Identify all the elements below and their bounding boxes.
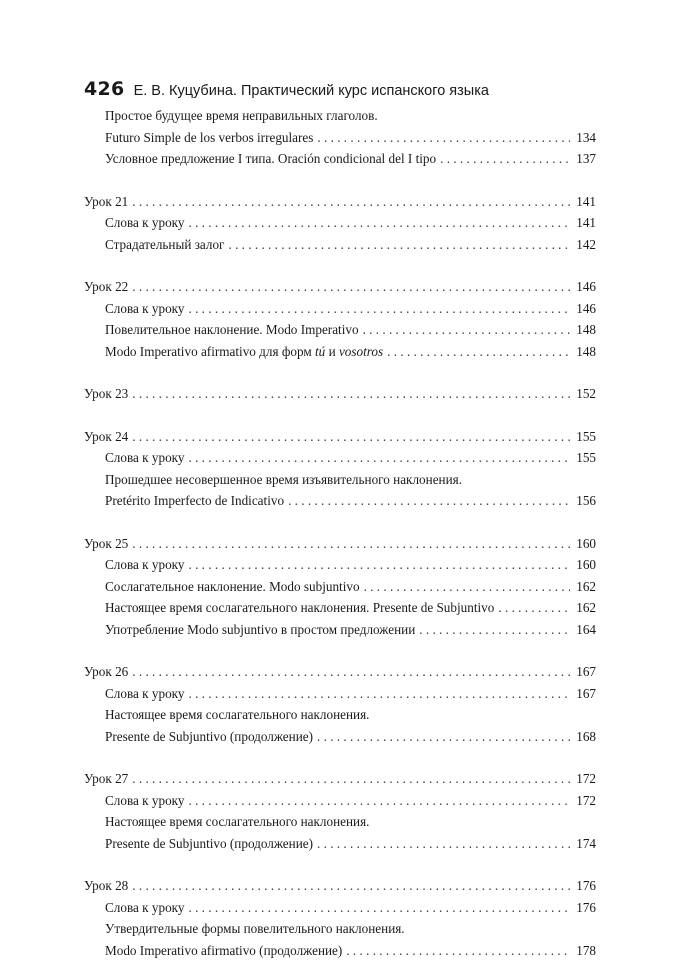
toc-page-number: 152: [576, 386, 596, 401]
toc-subentry: [84, 836, 596, 858]
running-header: [84, 78, 489, 104]
dot-leader: [132, 664, 570, 680]
dot-leader: [132, 279, 570, 295]
toc-subentry: [84, 729, 596, 751]
toc-subentry: [84, 493, 596, 515]
toc-page-number: 148: [576, 343, 596, 359]
toc-page-number: 168: [576, 728, 596, 744]
toc-entry-title: Pretérito Imperfecto de Indicativo: [105, 493, 285, 508]
dot-leader: [188, 557, 570, 573]
toc-page-number: 146: [576, 279, 596, 294]
toc-subentry: [84, 472, 596, 494]
toc-subentry: [84, 900, 596, 922]
toc-page-number: 155: [576, 450, 596, 465]
toc-page-number: 178: [576, 942, 596, 958]
toc-page-number: 176: [576, 899, 596, 915]
toc-page-number: 146: [576, 300, 596, 316]
dot-leader: [188, 900, 570, 916]
toc-entry-title: Слова к уроку: [105, 300, 185, 316]
toc-entry-title: Утвердительные формы повелительного наклонения.: [105, 921, 405, 936]
dot-leader: [188, 686, 570, 702]
toc-lesson-entry: [84, 664, 596, 686]
toc-lesson-entry: [84, 386, 596, 408]
dot-leader: [188, 450, 570, 466]
dot-leader: [317, 836, 570, 852]
dot-leader: [364, 579, 570, 595]
toc-page-number: 174: [576, 835, 596, 851]
toc-page-number: 142: [576, 236, 596, 252]
toc-subentry: [84, 943, 596, 965]
toc-entry-title: Употребление Modo subjuntivo в простом предложении: [105, 621, 416, 637]
dot-leader: [132, 429, 570, 445]
toc-lesson-entry: [84, 536, 596, 558]
toc-entry-title: Условное предложение I типа. Oración condicional del I tipo: [105, 151, 437, 166]
toc-page-number: 160: [576, 557, 596, 572]
toc-entry-title: Урок 26: [84, 664, 129, 679]
toc-subentry: [84, 344, 596, 366]
toc-page-number: 162: [576, 578, 596, 594]
toc-subentry: [84, 130, 596, 152]
toc-entry-title: Страдательный залог: [105, 236, 225, 252]
page-number: 426: [84, 78, 125, 100]
dot-leader: [498, 600, 570, 616]
toc-page-number: 155: [576, 428, 596, 444]
toc-subentry: [84, 707, 596, 729]
toc-subentry: [84, 215, 596, 237]
toc-page-number: 141: [576, 215, 596, 230]
dot-leader: [132, 878, 570, 894]
toc-page-number: 156: [576, 493, 596, 508]
toc-lesson-entry: [84, 279, 596, 301]
dot-leader: [363, 322, 570, 338]
toc-entry-title: Presente de Subjuntivo (продолжение): [105, 728, 314, 744]
toc-entry-title: Урок 21: [84, 193, 129, 209]
toc-page-number: 137: [576, 151, 596, 166]
toc-subentry: [84, 237, 596, 259]
toc-entry-title: Modo Imperativo afirmativo (продолжение): [105, 942, 343, 958]
toc-entry-title: Повелительное наклонение. Modo Imperativo: [105, 322, 359, 337]
toc-entry-title: Настоящее время сослагательного наклонения. Presente de Subjuntivo: [105, 600, 495, 615]
toc-lesson-entry: [84, 878, 596, 900]
toc-page-number: 164: [576, 621, 596, 637]
dot-leader: [188, 301, 570, 317]
dot-leader: [346, 943, 570, 959]
dot-leader: [317, 130, 570, 146]
toc-lesson-entry: [84, 429, 596, 451]
toc-entry-title: Слова к уроку: [105, 215, 185, 230]
toc-entry-title: Урок 22: [84, 279, 129, 294]
toc-page-number: 176: [576, 878, 596, 893]
toc-entry-title: Слова к уроку: [105, 685, 185, 701]
dot-leader: [132, 386, 570, 402]
running-title: Е. В. Куцубина. Практический курс испанского языка: [133, 83, 489, 99]
toc-page-number: 172: [576, 792, 596, 808]
toc-entry-title: Настоящее время сослагательного наклонения.: [105, 814, 370, 829]
toc-page-number: 162: [576, 600, 596, 615]
toc-entry-title: Слова к уроку: [105, 899, 185, 915]
dot-leader: [317, 729, 570, 745]
table-of-contents: [84, 108, 596, 964]
toc-subentry: [84, 301, 596, 323]
dot-leader: [387, 344, 570, 360]
toc-page-number: 160: [576, 535, 596, 551]
toc-entry-title: Presente de Subjuntivo (продолжение): [105, 835, 314, 851]
toc-entry-title: Futuro Simple de los verbos irregulares: [105, 129, 314, 145]
dot-leader: [188, 793, 570, 809]
toc-entry-title: Modo Imperativo afirmativo для форм tú и vosotros: [105, 343, 384, 359]
toc-subentry: [84, 814, 596, 836]
toc-entry-title: Слова к уроку: [105, 450, 185, 465]
toc-entry-title: Урок 23: [84, 386, 129, 401]
toc-subentry: [84, 686, 596, 708]
toc-subentry: [84, 793, 596, 815]
toc-entry-title: Сослагательное наклонение. Modo subjuntivo: [105, 578, 360, 594]
toc-page-number: 167: [576, 685, 596, 701]
toc-entry-title: Урок 27: [84, 771, 129, 786]
toc-subentry: [84, 108, 596, 130]
toc-page-number: 167: [576, 664, 596, 679]
toc-subentry: [84, 921, 596, 943]
toc-subentry: [84, 557, 596, 579]
toc-entry-title: Урок 25: [84, 535, 129, 551]
dot-leader: [132, 771, 570, 787]
toc-entry-title: Настоящее время сослагательного наклонения.: [105, 707, 370, 722]
toc-entry-title: Слова к уроку: [105, 557, 185, 572]
toc-page-number: 134: [576, 129, 596, 145]
toc-subentry: [84, 450, 596, 472]
dot-leader: [132, 536, 570, 552]
toc-lesson-entry: [84, 194, 596, 216]
dot-leader: [288, 493, 570, 509]
dot-leader: [440, 151, 570, 167]
toc-lesson-entry: [84, 771, 596, 793]
toc-subentry: [84, 322, 596, 344]
toc-subentry: [84, 600, 596, 622]
dot-leader: [419, 622, 570, 638]
toc-entry-title: Прошедшее несовершенное время изъявительного наклонения.: [105, 471, 463, 487]
toc-subentry: [84, 622, 596, 644]
toc-entry-title: Простое будущее время неправильных глаголов.: [105, 108, 378, 123]
toc-subentry: [84, 579, 596, 601]
dot-leader: [228, 237, 570, 253]
toc-page-number: 148: [576, 322, 596, 337]
toc-entry-title: Урок 24: [84, 428, 129, 444]
dot-leader: [132, 194, 570, 210]
toc-page-number: 172: [576, 771, 596, 786]
toc-entry-title: Слова к уроку: [105, 792, 185, 808]
dot-leader: [188, 215, 570, 231]
toc-subentry: [84, 151, 596, 173]
toc-page-number: 141: [576, 193, 596, 209]
toc-entry-title: Урок 28: [84, 878, 129, 893]
